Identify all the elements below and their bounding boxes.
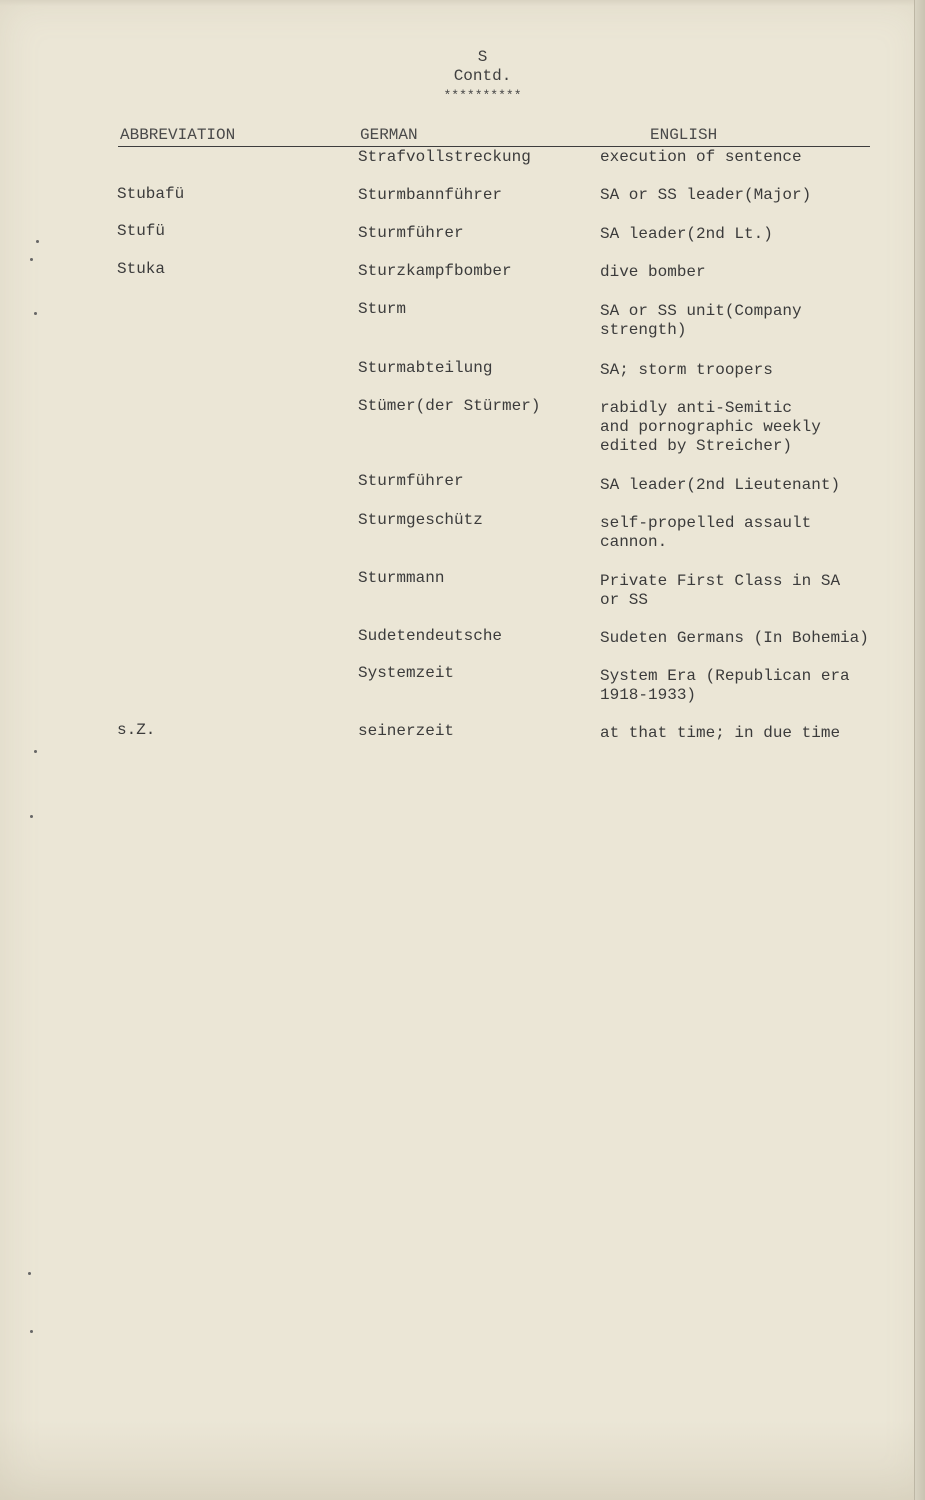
english-translation: SA or SS leader(Major) xyxy=(600,186,812,204)
german-term: Sturzkampfbomber xyxy=(358,262,512,280)
english-translation: rabidly anti-Semitic and pornographic weekly edited by Streicher) xyxy=(600,399,821,455)
column-header-german: GERMAN xyxy=(360,126,418,144)
german-term: seinerzeit xyxy=(358,722,455,740)
column-header-english: ENGLISH xyxy=(650,126,718,144)
paper-speck xyxy=(28,1272,31,1275)
abbreviation: Stuka xyxy=(117,260,166,278)
english-translation: self-propelled assault cannon. xyxy=(600,514,812,551)
section-header xyxy=(0,48,925,105)
german-term: Sturmmann xyxy=(358,569,445,587)
english-translation: SA or SS unit(Company strength) xyxy=(600,302,802,339)
page-right-edge xyxy=(914,0,925,1500)
german-term: Sturm xyxy=(358,300,407,318)
english-translation: SA leader(2nd Lt.) xyxy=(600,225,773,243)
german-term: Sudetendeutsche xyxy=(358,627,503,645)
page-bottom-shade xyxy=(0,1420,925,1500)
header-rule xyxy=(118,146,870,147)
paper-speck xyxy=(30,1330,33,1333)
abbreviation: s.Z. xyxy=(117,721,156,739)
column-header-abbreviation: ABBREVIATION xyxy=(120,126,236,144)
continued-label: Contd. xyxy=(453,67,512,85)
english-translation: Private First Class in SA or SS xyxy=(600,572,841,609)
german-term: Stümer(der Stürmer) xyxy=(358,397,541,415)
english-translation: at that time; in due time xyxy=(600,724,841,742)
english-translation: SA; storm troopers xyxy=(600,361,773,379)
section-letter: S xyxy=(477,48,488,66)
german-term: Sturmführer xyxy=(358,472,464,490)
page-top-edge xyxy=(0,0,925,6)
paper-speck xyxy=(36,240,39,243)
paper-speck xyxy=(30,258,33,261)
star-divider: ********** xyxy=(443,88,522,103)
english-translation: System Era (Republican era 1918-1933) xyxy=(600,667,850,704)
german-term: Strafvollstreckung xyxy=(358,148,531,166)
english-translation: dive bomber xyxy=(600,263,706,281)
english-translation: SA leader(2nd Lieutenant) xyxy=(600,476,841,494)
german-term: Systemzeit xyxy=(358,664,455,682)
abbreviation: Stufü xyxy=(117,222,166,240)
german-term: Sturmabteilung xyxy=(358,359,493,377)
english-translation: execution of sentence xyxy=(600,148,802,166)
paper-speck xyxy=(34,312,37,315)
paper-speck xyxy=(34,750,37,753)
german-term: Sturmbannführer xyxy=(358,186,503,204)
abbreviation: Stubafü xyxy=(117,185,185,203)
german-term: Sturmführer xyxy=(358,224,464,242)
paper-speck xyxy=(30,815,33,818)
german-term: Sturmgeschütz xyxy=(358,511,483,529)
english-translation: Sudeten Germans (In Bohemia) xyxy=(600,629,869,647)
